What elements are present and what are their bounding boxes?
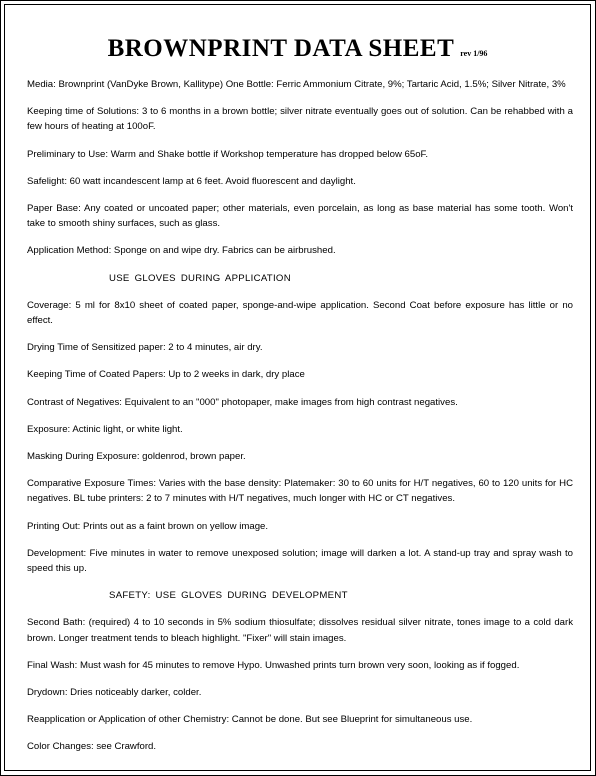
drydown-paragraph: Drydown: Dries noticeably darker, colder. — [27, 687, 202, 699]
contrast-paragraph: Contrast of Negatives: Equivalent to an "000" photopaper, make images from high contrast negatives. — [27, 396, 458, 408]
coverage-paragraph: Coverage: 5 ml for 8x10 sheet of coated paper, sponge-and-wipe application. Second Coat before exposure has little or no effect. — [27, 299, 573, 327]
final-wash-paragraph: Final Wash: Must wash for 45 minutes to remove Hypo. Unwashed prints turn brown very soon, looking as if fogged. — [27, 659, 520, 671]
exposure-paragraph: Exposure: Actinic light, or white light. — [27, 423, 183, 435]
gloves-development-notice: SAFETY: USE GLOVES DURING DEVELOPMENT — [109, 590, 348, 602]
reapplication-paragraph: Reapplication or Application of other Chemistry: Cannot be done. But see Blueprint for simultaneous use. — [27, 714, 473, 726]
exposure-times-paragraph: Comparative Exposure Times: Varies with the base density: Platemaker: 30 to 60 units for H/T negatives, 60 to 120 units for HC negatives. BL tube printers: 2 to 7 minutes with H/T negatives, much longer with HC or CT negatives. — [27, 478, 573, 505]
page-title: BROWNPRINT DATA SHEET — [107, 35, 455, 62]
sheet-content — [27, 77, 573, 767]
gloves-application-notice: USE GLOVES DURING APPLICATION — [109, 272, 291, 284]
printing-out-paragraph: Printing Out: Prints out as a faint brown on yellow image. — [27, 520, 269, 532]
color-changes-paragraph: Color Changes: see Crawford. — [27, 741, 157, 753]
preliminary-paragraph: Preliminary to Use: Warm and Shake bottle if Workshop temperature has dropped below 65oF. — [27, 148, 429, 160]
application-method-paragraph: Application Method: Sponge on and wipe dry. Fabrics can be airbrushed. — [27, 245, 336, 257]
media-paragraph: Media: Brownprint (VanDyke Brown, Kallitype) One Bottle: Ferric Ammonium Citrate, 9%; Tartaric Acid, 1.5%; Silver Nitrate, 3% — [27, 79, 566, 90]
masking-paragraph: Masking During Exposure: goldenrod, brown paper. — [27, 451, 246, 463]
second-bath-paragraph: Second Bath: (required) 4 to 10 seconds in 5% sodium thiosulfate; dissolves residual silver nitrate, tones image to a cold dark brown. Longer treatment tends to bleach highlight. "Fixer" will stain images. — [27, 617, 573, 644]
keeping-time-papers-paragraph: Keeping Time of Coated Papers: Up to 2 weeks in dark, dry place — [27, 369, 305, 381]
development-paragraph: Development: Five minutes in water to remove unexposed solution; image will darken a lot. A stand-up tray and spray wash to speed this up. — [27, 547, 573, 575]
title-row — [5, 35, 590, 63]
keeping-time-solutions-paragraph: Keeping time of Solutions: 3 to 6 months in a brown bottle; silver nitrate eventually goes out of solution. Can be rehabbed with a few hours of heating at 100oF. — [27, 106, 573, 133]
paper-base-paragraph: Paper Base: Any coated or uncoated paper; other materials, even porcelain, as long as base material has some tooth. Won't take to smooth shiny surfaces, such as glass. — [27, 203, 573, 230]
safelight-paragraph: Safelight: 60 watt incandescent lamp at 6 feet. Avoid fluorescent and daylight. — [27, 175, 356, 187]
drying-time-paragraph: Drying Time of Sensitized paper: 2 to 4 minutes, air dry. — [27, 342, 263, 354]
revision-label: rev 1/96 — [460, 49, 488, 58]
